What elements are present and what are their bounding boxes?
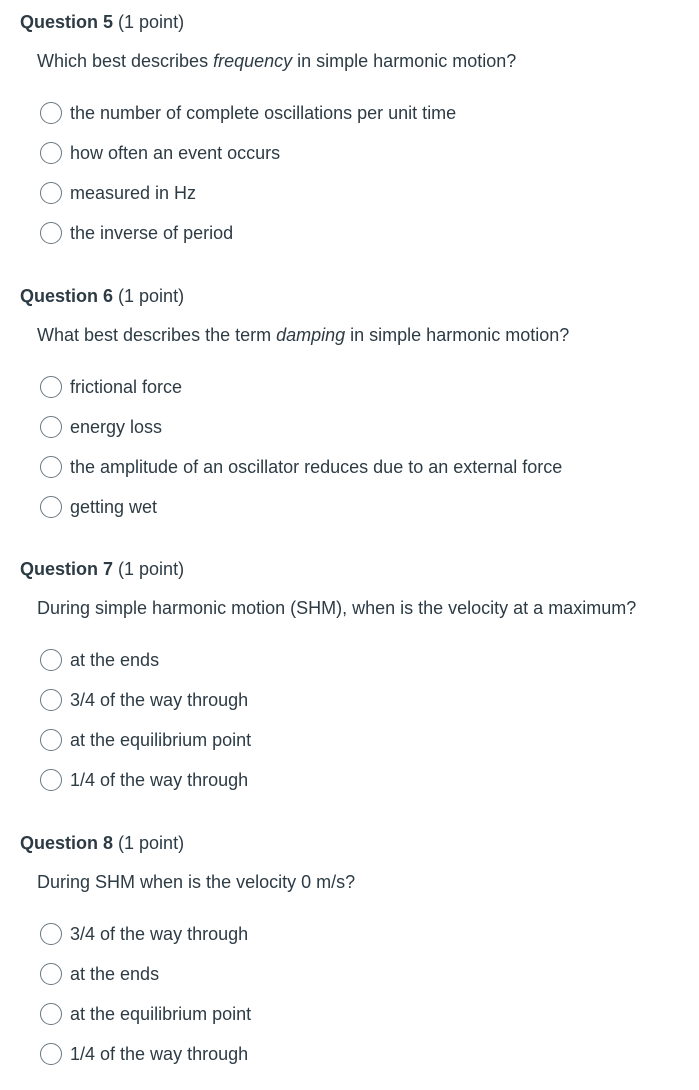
answer-option[interactable] bbox=[0, 720, 699, 760]
radio-button[interactable] bbox=[40, 1003, 62, 1025]
radio-button[interactable] bbox=[40, 729, 62, 751]
radio-button[interactable] bbox=[40, 182, 62, 204]
answer-option[interactable] bbox=[0, 994, 699, 1034]
radio-button[interactable] bbox=[40, 769, 62, 791]
question-heading bbox=[20, 11, 184, 33]
question-heading bbox=[20, 285, 184, 307]
question-text-part: Which best describes bbox=[37, 51, 214, 71]
radio-button[interactable] bbox=[40, 376, 62, 398]
radio-button[interactable] bbox=[40, 963, 62, 985]
answer-option[interactable] bbox=[0, 447, 699, 487]
radio-button[interactable] bbox=[40, 222, 62, 244]
answer-option-label[interactable]: energy loss bbox=[70, 417, 163, 437]
answer-option-label[interactable]: at the ends bbox=[70, 650, 160, 670]
answer-option-label[interactable]: at the equilibrium point bbox=[70, 1004, 252, 1024]
answer-option[interactable] bbox=[0, 407, 699, 447]
radio-button[interactable] bbox=[40, 456, 62, 478]
answer-option[interactable] bbox=[0, 133, 699, 173]
answer-option-label[interactable]: 3/4 of the way through bbox=[70, 690, 249, 710]
answer-option[interactable] bbox=[0, 914, 699, 954]
answer-option[interactable] bbox=[0, 367, 699, 407]
question-heading bbox=[20, 832, 184, 854]
question-label: Question 7 bbox=[20, 559, 114, 579]
answer-option[interactable] bbox=[0, 213, 699, 253]
answer-option-label[interactable]: at the equilibrium point bbox=[70, 730, 252, 750]
answer-option-label[interactable]: 1/4 of the way through bbox=[70, 770, 249, 790]
answer-option[interactable] bbox=[0, 954, 699, 994]
answer-options bbox=[0, 640, 699, 800]
answer-option-label[interactable]: the inverse of period bbox=[70, 223, 234, 243]
question-label: Question 5 bbox=[20, 12, 114, 32]
question-label: Question 6 bbox=[20, 286, 114, 306]
radio-button[interactable] bbox=[40, 923, 62, 945]
question-text bbox=[37, 50, 516, 72]
answer-option-label[interactable]: the number of complete oscillations per unit time bbox=[70, 103, 457, 123]
answer-option-label[interactable]: the amplitude of an oscillator reduces due to an external force bbox=[70, 457, 563, 477]
answer-options bbox=[0, 914, 699, 1074]
question-points: (1 point) bbox=[118, 12, 185, 32]
question-text bbox=[37, 597, 636, 619]
question-text-part: During simple harmonic motion (SHM), when is the velocity at a maximum? bbox=[37, 598, 637, 618]
radio-button[interactable] bbox=[40, 496, 62, 518]
question-text-part: in simple harmonic motion? bbox=[292, 51, 517, 71]
answer-option[interactable] bbox=[0, 1034, 699, 1074]
question-text-part: What best describes the term bbox=[37, 325, 277, 345]
question-label: Question 8 bbox=[20, 833, 114, 853]
answer-option-label[interactable]: getting wet bbox=[70, 497, 158, 517]
question-points: (1 point) bbox=[118, 833, 185, 853]
answer-option-label[interactable]: at the ends bbox=[70, 964, 160, 984]
answer-option-label[interactable]: 3/4 of the way through bbox=[70, 924, 249, 944]
question-heading bbox=[20, 558, 184, 580]
radio-button[interactable] bbox=[40, 102, 62, 124]
answer-option-label[interactable]: measured in Hz bbox=[70, 183, 197, 203]
question-text-part: in simple harmonic motion? bbox=[345, 325, 570, 345]
question-text bbox=[37, 324, 569, 346]
answer-option[interactable] bbox=[0, 760, 699, 800]
answer-option[interactable] bbox=[0, 487, 699, 527]
radio-button[interactable] bbox=[40, 689, 62, 711]
radio-button[interactable] bbox=[40, 649, 62, 671]
answer-option[interactable] bbox=[0, 680, 699, 720]
answer-option-label[interactable]: how often an event occurs bbox=[70, 143, 281, 163]
radio-button[interactable] bbox=[40, 142, 62, 164]
radio-button[interactable] bbox=[40, 1043, 62, 1065]
question-text-part: During SHM when is the velocity 0 m/s? bbox=[37, 872, 356, 892]
radio-button[interactable] bbox=[40, 416, 62, 438]
answer-options bbox=[0, 367, 699, 527]
answer-option[interactable] bbox=[0, 640, 699, 680]
answer-option-label[interactable]: 1/4 of the way through bbox=[70, 1044, 249, 1064]
answer-option-label[interactable]: frictional force bbox=[70, 377, 183, 397]
question-text-emphasis: damping bbox=[276, 325, 346, 345]
question-text-emphasis: frequency bbox=[213, 51, 293, 71]
question-points: (1 point) bbox=[118, 559, 185, 579]
question-text bbox=[37, 871, 355, 893]
question-points: (1 point) bbox=[118, 286, 185, 306]
answer-option[interactable] bbox=[0, 173, 699, 213]
answer-option[interactable] bbox=[0, 93, 699, 133]
answer-options bbox=[0, 93, 699, 253]
